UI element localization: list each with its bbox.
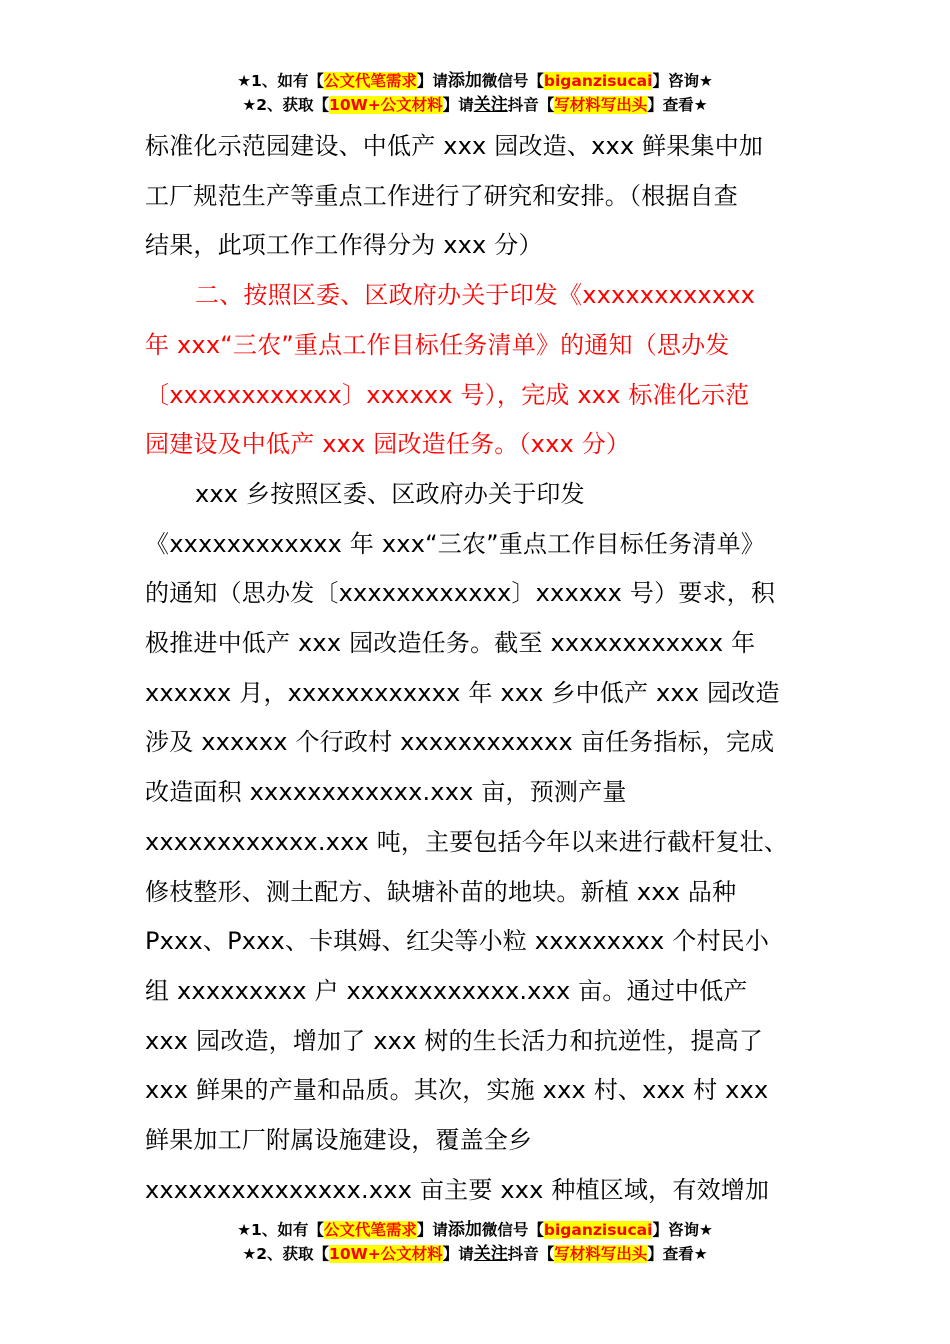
text-line: xxxxxxxxxxxx.xxx 吨，主要包括今年以来进行截杆复壮、: [145, 827, 789, 856]
promo-text: 微信号【: [481, 1221, 544, 1239]
promo-emphasis: 添加: [447, 71, 482, 91]
text-line: 工厂规范生产等重点工作进行了研究和安排。（根据自查: [145, 181, 738, 210]
heading-line: 园建设及中低产 xxx 园改造任务。（xxx 分）: [145, 430, 631, 459]
promo-text: 】请: [442, 1245, 474, 1263]
promo-text: 抖音【: [507, 1245, 555, 1263]
paragraph-continued: [145, 122, 815, 271]
promo-highlight: 10W+公文材料: [329, 96, 443, 114]
text-line: 改造面积 xxxxxxxxxxxx.xxx 亩，预测产量: [145, 778, 627, 807]
promo-text: 】查看★: [647, 96, 708, 114]
promo-highlight: 公文代笔需求: [323, 1221, 417, 1239]
text-line: 的通知（思办发〔xxxxxxxxxxxx〕xxxxxx 号）要求，积: [145, 579, 776, 608]
promo-text: 】咨询★: [652, 1221, 713, 1239]
heading-line: 〔xxxxxxxxxxxx〕xxxxxx 号），完成 xxx 标准化示范: [145, 380, 750, 409]
promo-text: 】请: [416, 1221, 448, 1239]
text-line: 修枝整形、测土配方、缺塘补苗的地块。新植 xxx 品种: [145, 877, 737, 906]
promo-text: ★2、获取【: [242, 1245, 330, 1263]
text-line: xxx 乡按照区委、区政府办关于印发: [195, 479, 585, 508]
text-line: 鲜果加工厂附属设施建设，覆盖全乡: [145, 1126, 533, 1155]
text-line: xxxxxxxxxxxxxxx.xxx 亩主要 xxx 种植区域，有效增加: [145, 1175, 770, 1204]
text-line: 组 xxxxxxxxx 户 xxxxxxxxxxxx.xxx 亩。通过中低产: [145, 976, 748, 1005]
promo-text: 】查看★: [647, 1245, 708, 1263]
text-line: 结果，此项工作工作得分为 xxx 分）: [145, 231, 543, 260]
promo-banner-top: [0, 69, 950, 117]
promo-text: ★1、如有【: [237, 72, 324, 90]
promo-text: ★1、如有【: [237, 1221, 324, 1239]
section-heading: [145, 271, 815, 470]
promo-banner-bottom: [0, 1218, 950, 1266]
promo-text: 微信号【: [481, 72, 544, 90]
text-line: xxx 鲜果的产量和品质。其次，实施 xxx 村、xxx 村 xxx: [145, 1076, 769, 1105]
heading-line: 二、按照区委、区政府办关于印发《xxxxxxxxxxxx: [195, 281, 756, 310]
promo-wechat-id: biganzisucai: [543, 72, 653, 90]
promo-douyin-id: 写材料写出头: [554, 1245, 648, 1263]
text-line: xxx 园改造，增加了 xxx 树的生长活力和抗逆性，提高了: [145, 1026, 764, 1055]
text-line: 涉及 xxxxxx 个行政村 xxxxxxxxxxxx 亩任务指标，完成: [145, 728, 775, 757]
text-line: 极推进中低产 xxx 园改造任务。截至 xxxxxxxxxxxx 年: [145, 629, 756, 658]
promo-text: 】请: [416, 72, 448, 90]
document-body: [145, 122, 815, 1215]
promo-text: ★2、获取【: [242, 96, 330, 114]
text-line: Pxxx、Pxxx、卡琪姆、红尖等小粒 xxxxxxxxx 个村民小: [145, 927, 770, 956]
heading-line: 年 xxx“三农”重点工作目标任务清单》的通知（思办发: [145, 330, 730, 359]
paragraph: [145, 470, 815, 1216]
promo-text: 抖音【: [507, 96, 555, 114]
promo-text: 】请: [442, 96, 474, 114]
text-line: 《xxxxxxxxxxxx 年 xxx“三农”重点工作目标任务清单》: [145, 529, 765, 558]
promo-emphasis: 关注: [473, 1244, 508, 1264]
promo-wechat-id: biganzisucai: [543, 1221, 653, 1239]
promo-line-1: [0, 69, 950, 93]
promo-highlight: 10W+公文材料: [329, 1245, 443, 1263]
promo-douyin-id: 写材料写出头: [554, 96, 648, 114]
promo-emphasis: 添加: [447, 1220, 482, 1240]
promo-text: 】咨询★: [652, 72, 713, 90]
promo-highlight: 公文代笔需求: [323, 72, 417, 90]
promo-emphasis: 关注: [473, 95, 508, 115]
text-line: 标准化示范园建设、中低产 xxx 园改造、xxx 鲜果集中加: [145, 132, 764, 160]
promo-line-1: [0, 1218, 950, 1242]
text-line: xxxxxx 月，xxxxxxxxxxxx 年 xxx 乡中低产 xxx 园改造: [145, 678, 780, 707]
promo-line-2: [0, 1242, 950, 1266]
promo-line-2: [0, 93, 950, 117]
